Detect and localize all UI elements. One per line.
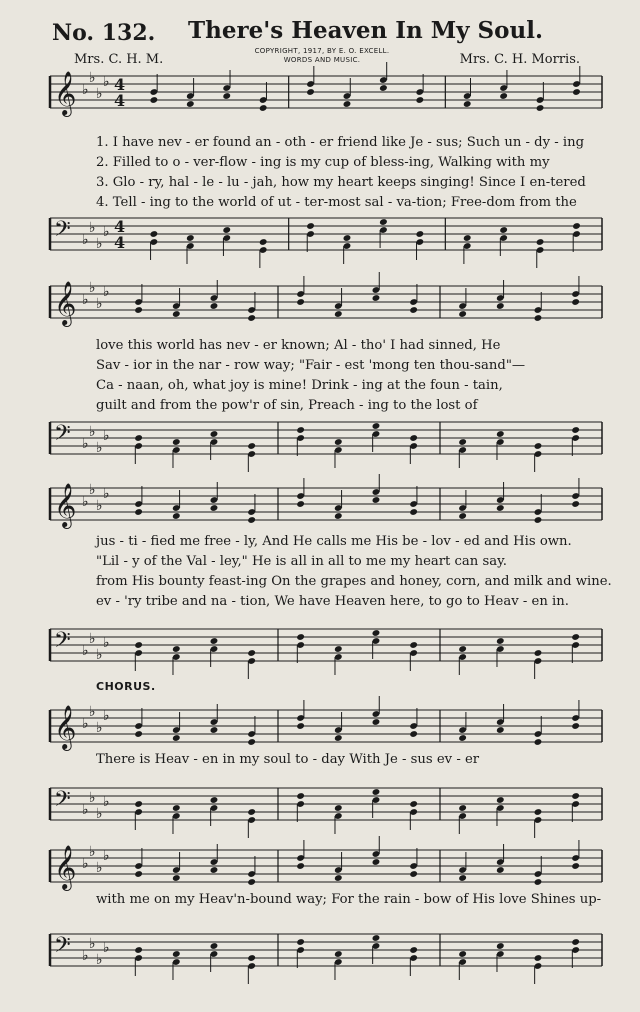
svg-text:♭: ♭ bbox=[103, 708, 110, 724]
bass-staff-2 bbox=[46, 418, 604, 462]
svg-text:♭: ♭ bbox=[96, 720, 103, 736]
lyrics-block-3 bbox=[96, 532, 636, 612]
svg-text:♭: ♭ bbox=[96, 498, 103, 514]
svg-text:♭: ♭ bbox=[82, 802, 89, 818]
svg-text:𝄢: 𝄢 bbox=[54, 787, 71, 817]
svg-text:♭: ♭ bbox=[89, 220, 96, 236]
svg-text:♭: ♭ bbox=[103, 794, 110, 810]
treble-staff-5 bbox=[46, 846, 604, 890]
lyric-verse-1: jus - ti - fied me free - ly, And He calls me His be - lov - ed and His own. bbox=[96, 534, 572, 549]
svg-text:♭: ♭ bbox=[82, 856, 89, 872]
hymn-title: There's Heaven In My Soul. bbox=[188, 17, 543, 44]
chorus-label: CHORUS. bbox=[96, 680, 156, 693]
copyright-notice bbox=[222, 47, 422, 65]
svg-text:𝄞: 𝄞 bbox=[54, 281, 77, 325]
words-author: Mrs. C. H. M. bbox=[74, 52, 164, 67]
svg-text:♭: ♭ bbox=[89, 704, 96, 720]
hymn-header bbox=[0, 0, 640, 70]
lyrics-block-5 bbox=[96, 890, 636, 910]
svg-text:𝄞: 𝄞 bbox=[54, 71, 77, 115]
lyric-verse-4: ev - 'ry tribe and na - tion, We have Heaven here, to go to Heav - en in. bbox=[96, 594, 569, 609]
svg-text:♭: ♭ bbox=[89, 424, 96, 440]
svg-text:♭: ♭ bbox=[96, 806, 103, 822]
bass-staff-1 bbox=[46, 214, 604, 258]
lyric-verse-2: 2. Filled to o - ver-flow - ing is my cup of bless-ing, Walking with my bbox=[96, 155, 550, 170]
svg-text:𝄞: 𝄞 bbox=[54, 845, 77, 889]
svg-text:𝄞: 𝄞 bbox=[54, 705, 77, 749]
svg-text:♭: ♭ bbox=[103, 940, 110, 956]
svg-text:♭: ♭ bbox=[103, 284, 110, 300]
svg-text:♭: ♭ bbox=[96, 647, 103, 663]
svg-text:♭: ♭ bbox=[82, 948, 89, 964]
music-author: Mrs. C. H. Morris. bbox=[459, 52, 580, 67]
lyric-verse-3: 3. Glo - ry, hal - le - lu - jah, how my heart keeps singing! Since I en-tered bbox=[96, 175, 586, 190]
bass-staff-4 bbox=[46, 784, 604, 828]
treble-staff-4 bbox=[46, 706, 604, 750]
svg-text:♭: ♭ bbox=[96, 296, 103, 312]
svg-text:♭: ♭ bbox=[82, 292, 89, 308]
bass-staff-3 bbox=[46, 625, 604, 669]
svg-text:♭: ♭ bbox=[89, 790, 96, 806]
svg-text:𝄢: 𝄢 bbox=[54, 628, 71, 658]
lyrics-block-2 bbox=[96, 336, 636, 416]
treble-staff-2 bbox=[46, 282, 604, 326]
svg-text:♭: ♭ bbox=[89, 280, 96, 296]
svg-text:♭: ♭ bbox=[96, 86, 103, 102]
svg-text:𝄢: 𝄢 bbox=[54, 217, 71, 247]
svg-text:♭: ♭ bbox=[103, 428, 110, 444]
lyric-verse-3: from His bounty feast-ing On the grapes and honey, corn, and milk and wine. bbox=[96, 574, 612, 589]
lyric-verse-4: 4. Tell - ing to the world of ut - ter-most sal - va-tion; Free-dom from the bbox=[96, 195, 577, 210]
svg-text:𝄢: 𝄢 bbox=[54, 421, 71, 451]
svg-text:♭: ♭ bbox=[82, 436, 89, 452]
lyric-verse-1: 1. I have nev - er found an - oth - er friend like Je - sus; Such un - dy - ing bbox=[96, 135, 585, 150]
svg-text:𝄞: 𝄞 bbox=[54, 483, 77, 527]
svg-text:♭: ♭ bbox=[82, 82, 89, 98]
svg-text:♭: ♭ bbox=[82, 643, 89, 659]
copyright-line: COPYRIGHT, 1917, BY E. O. EXCELL. bbox=[254, 47, 390, 55]
svg-text:♭: ♭ bbox=[82, 494, 89, 510]
svg-text:♭: ♭ bbox=[89, 70, 96, 86]
svg-text:♭: ♭ bbox=[103, 635, 110, 651]
svg-text:♭: ♭ bbox=[96, 860, 103, 876]
svg-text:♭: ♭ bbox=[89, 936, 96, 952]
lyric-verse-3: Ca - naan, oh, what joy is mine! Drink - ing at the foun - tain, bbox=[96, 378, 503, 393]
svg-text:4: 4 bbox=[114, 217, 126, 236]
lyric-chorus: with me on my Heav'n-bound way; For the rain - bow of His love Shines up- bbox=[96, 892, 602, 907]
svg-text:♭: ♭ bbox=[103, 224, 110, 240]
treble-staff-1 bbox=[46, 72, 604, 116]
svg-text:4: 4 bbox=[114, 233, 126, 252]
lyrics-block-4 bbox=[96, 750, 636, 770]
svg-text:𝄢: 𝄢 bbox=[54, 933, 71, 963]
svg-text:♭: ♭ bbox=[89, 482, 96, 498]
svg-text:♭: ♭ bbox=[103, 74, 110, 90]
hymn-number: No. 132. bbox=[52, 20, 156, 46]
svg-text:♭: ♭ bbox=[96, 236, 103, 252]
svg-text:♭: ♭ bbox=[82, 232, 89, 248]
lyric-verse-2: Sav - ior in the nar - row way; "Fair - est 'mong ten thou-sand"— bbox=[96, 358, 526, 373]
svg-text:4: 4 bbox=[114, 75, 126, 94]
svg-text:♭: ♭ bbox=[103, 486, 110, 502]
bass-staff-5 bbox=[46, 930, 604, 974]
treble-staff-3 bbox=[46, 484, 604, 528]
lyric-verse-2: "Lil - y of the Val - ley," He is all in all to me my heart can say. bbox=[96, 554, 507, 569]
copyright-subline: WORDS AND MUSIC. bbox=[283, 56, 361, 64]
svg-text:♭: ♭ bbox=[96, 440, 103, 456]
svg-text:♭: ♭ bbox=[89, 844, 96, 860]
svg-text:♭: ♭ bbox=[89, 631, 96, 647]
svg-text:4: 4 bbox=[114, 91, 126, 110]
lyric-chorus: There is Heav - en in my soul to - day With Je - sus ev - er bbox=[96, 752, 480, 767]
lyric-verse-1: love this world has nev - er known; Al - tho' I had sinned, He bbox=[96, 338, 501, 353]
svg-text:♭: ♭ bbox=[96, 952, 103, 968]
svg-text:♭: ♭ bbox=[103, 848, 110, 864]
svg-text:♭: ♭ bbox=[82, 716, 89, 732]
lyric-verse-4: guilt and from the pow'r of sin, Preach - ing to the lost of bbox=[96, 398, 478, 413]
lyrics-block-1 bbox=[96, 133, 636, 213]
